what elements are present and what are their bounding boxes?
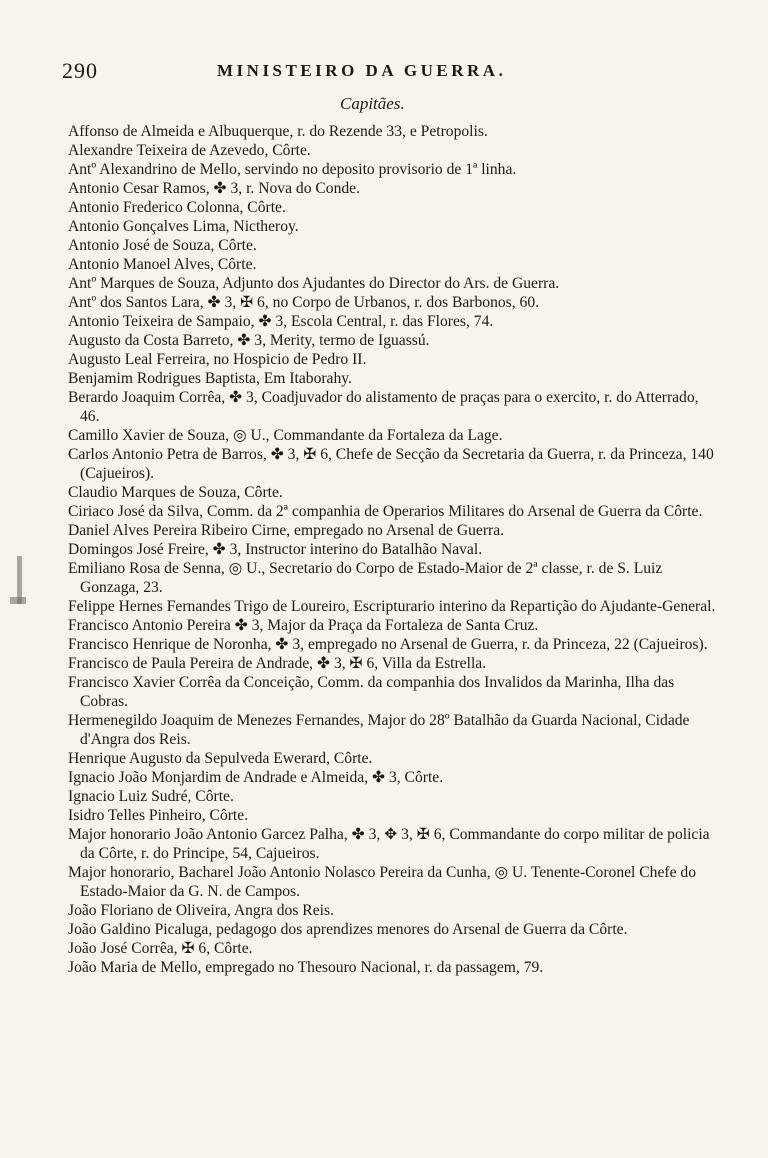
list-item: Ignacio Luiz Sudré, Côrte. bbox=[68, 788, 234, 805]
list-item: João Floriano de Oliveira, Angra dos Reis. bbox=[68, 902, 334, 919]
list-item: Carlos Antonio Petra de Barros, ✤ 3, ✠ 6, Chefe de Secção da Secretaria da Guerra, r. da Princeza, 140 (Cajueiros). bbox=[68, 446, 714, 482]
page-number: 290 bbox=[62, 58, 98, 83]
list-item: Domingos José Freire, ✤ 3, Instructor interino do Batalhão Naval. bbox=[68, 541, 483, 558]
list-item: Augusto Leal Ferreira, no Hospicio de Pedro II. bbox=[68, 351, 367, 368]
list-item: Antº Alexandrino de Mello, servindo no deposito provisorio de 1ª linha. bbox=[68, 161, 517, 178]
list-item: Antonio Teixeira de Sampaio, ✤ 3, Escola Central, r. das Flores, 74. bbox=[68, 313, 494, 330]
list-item: Daniel Alves Pereira Ribeiro Cirne, empregado no Arsenal de Guerra. bbox=[68, 522, 505, 539]
list-item: Camillo Xavier de Souza, ◎ U., Commandante da Fortaleza da Lage. bbox=[68, 427, 503, 444]
list-item: Major honorario, Bacharel João Antonio Nolasco Pereira da Cunha, ◎ U. Tenente-Coronel Chefe do Estado-Maior da G. N. de Campos. bbox=[68, 864, 697, 900]
list-item: Benjamim Rodrigues Baptista, Em Itaborahy. bbox=[68, 370, 352, 387]
list-item: Alexandre Teixeira de Azevedo, Côrte. bbox=[68, 142, 311, 159]
list-item: Augusto da Costa Barreto, ✤ 3, Merity, termo de Iguassú. bbox=[68, 332, 430, 349]
page-header bbox=[62, 58, 722, 82]
list-item: Antonio Manoel Alves, Côrte. bbox=[68, 256, 257, 273]
list-item: Ciriaco José da Silva, Comm. da 2ª companhia de Operarios Militares do Arsenal de Guerra da Côrte. bbox=[68, 503, 703, 520]
list-item: Antonio José de Souza, Côrte. bbox=[68, 237, 257, 254]
list-item: Francisco Antonio Pereira ✤ 3, Major da Praça da Fortaleza de Santa Cruz. bbox=[68, 617, 539, 634]
list-item: Emiliano Rosa de Senna, ◎ U., Secretario do Corpo de Estado-Maior de 2ª classe, r. de S. Luiz Gonzaga, 23. bbox=[68, 560, 663, 596]
list-item: Henrique Augusto da Sepulveda Ewerard, Côrte. bbox=[68, 750, 373, 767]
list-item: João José Corrêa, ✠ 6, Côrte. bbox=[68, 940, 253, 957]
list-item: Antonio Cesar Ramos, ✤ 3, r. Nova do Conde. bbox=[68, 180, 360, 197]
list-item: João Maria de Mello, empregado no Thesouro Nacional, r. da passagem, 79. bbox=[68, 959, 544, 976]
list-item: Antonio Frederico Colonna, Côrte. bbox=[68, 199, 286, 216]
list-item: Antº Marques de Souza, Adjunto dos Ajudantes do Director do Ars. de Guerra. bbox=[68, 275, 560, 292]
list-item: Francisco Henrique de Noronha, ✤ 3, empregado no Arsenal de Guerra, r. da Princeza, 22 (Cajueiros). bbox=[68, 636, 708, 653]
list-item: Claudio Marques de Souza, Côrte. bbox=[68, 484, 283, 501]
entry-list bbox=[68, 122, 718, 977]
margin-ink-mark bbox=[10, 597, 26, 604]
list-item: Major honorario João Antonio Garcez Palha, ✤ 3, ✥ 3, ✠ 6, Commandante do corpo militar de policia da Côrte, r. do Principe, 54, Cajueiros. bbox=[68, 826, 710, 862]
list-item: Antonio Gonçalves Lima, Nictheroy. bbox=[68, 218, 299, 235]
list-item: Hermenegildo Joaquim de Menezes Fernandes, Major do 28º Batalhão da Guarda Nacional, Cidade d'Angra dos Reis. bbox=[68, 712, 690, 748]
list-item: Berardo Joaquim Corrêa, ✤ 3, Coadjuvador do alistamento de praças para o exercito, r. do Atterrado, 46. bbox=[68, 389, 699, 425]
list-item: Francisco de Paula Pereira de Andrade, ✤ 3, ✠ 6, Villa da Estrella. bbox=[68, 655, 487, 672]
running-head: MINISTEIRO DA GUERRA. bbox=[217, 61, 507, 80]
list-item: Affonso de Almeida e Albuquerque, r. do Rezende 33, e Petropolis. bbox=[68, 123, 488, 140]
section-title: Capitães. bbox=[340, 94, 405, 113]
list-item: Felippe Hernes Fernandes Trigo de Loureiro, Escripturario interino da Repartição do Ajudante-General. bbox=[68, 598, 716, 615]
list-item: Antº dos Santos Lara, ✤ 3, ✠ 6, no Corpo de Urbanos, r. dos Barbonos, 60. bbox=[68, 294, 540, 311]
list-item: Francisco Xavier Corrêa da Conceição, Comm. da companhia dos Invalidos da Marinha, Ilha das Cobras. bbox=[68, 674, 675, 710]
list-item: Ignacio João Monjardim de Andrade e Almeida, ✤ 3, Côrte. bbox=[68, 769, 444, 786]
list-item: Isidro Telles Pinheiro, Côrte. bbox=[68, 807, 249, 824]
list-item: João Galdino Picaluga, pedagogo dos aprendizes menores do Arsenal de Guerra da Côrte. bbox=[68, 921, 628, 938]
